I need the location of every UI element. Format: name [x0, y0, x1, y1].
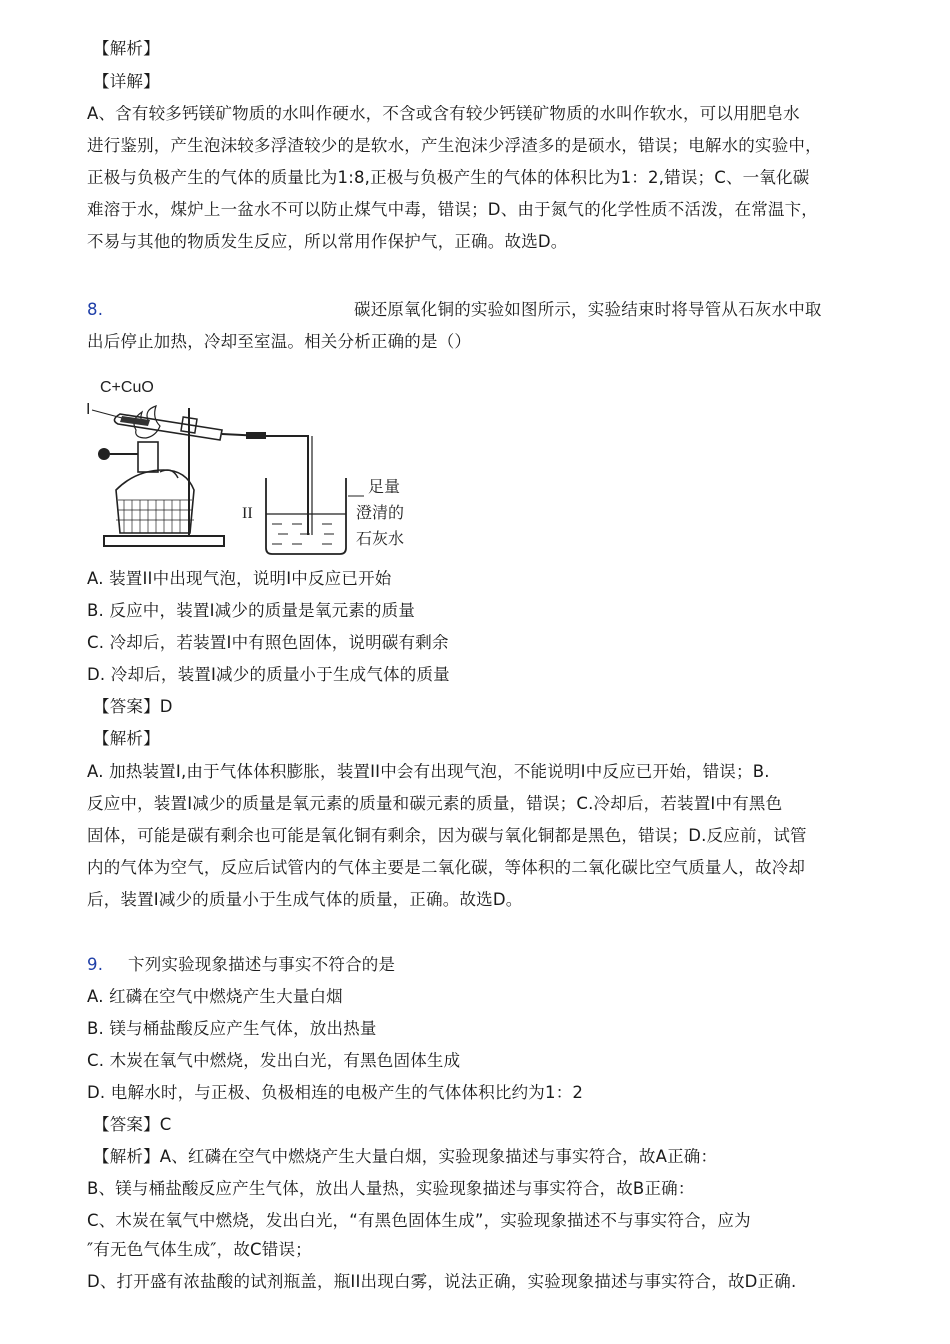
delivery-tube — [222, 434, 308, 535]
analysis-line: C、木炭在氧气中燃烧，发出白光，“有黑色固体生成”，实验现象描述不与事实符合，应为 — [87, 1211, 751, 1230]
option-d: D. 电解水时，与正极、负极相连的电极产生的气体体积比约为1：2 — [87, 1083, 584, 1102]
alcohol-lamp — [116, 470, 194, 533]
option-a: A. 红磷在空气中燃烧产生大量白烟 — [87, 987, 343, 1006]
option-b: B. 反应中，装置I减少的质量是氧元素的质量 — [87, 601, 416, 620]
option-c: C. 冷却后，若装置I中有照色固体，说明碳有剩余 — [87, 633, 449, 652]
burner-neck — [138, 442, 158, 472]
beaker — [266, 478, 346, 554]
label-device-2: II — [242, 505, 253, 522]
liquid-label-3: 石灰水 — [356, 529, 405, 548]
liquid-label-1: 足量 — [368, 477, 401, 496]
reagent-label: C+CuO — [100, 379, 154, 396]
lamp-hatching — [116, 500, 194, 520]
question-stem: 碳还原氧化铜的实验如图所示，实验结束时将导管从石灰水中取 — [354, 300, 822, 319]
option-b: B. 镁与桶盐酸反应产生气体，放出热量 — [87, 1019, 377, 1038]
paragraph-line: 正极与负极产生的气体的质量比为1:8,正极与负极产生的气体的体积比为1：2,错误；C、一氧化碳 — [87, 168, 810, 187]
liquid-label-2: 澄清的 — [356, 503, 405, 522]
stand-base — [104, 536, 224, 546]
section-heading-detail: 【详解】 — [93, 72, 160, 91]
analysis-line: ″有无色气体生成″，故C错误； — [87, 1240, 312, 1259]
analysis-line: D、打开盛有浓盐酸的试剂瓶盖，瓶II出现白雾，说法正确，实验现象描述与事实符合，故D正确. — [87, 1272, 797, 1291]
paragraph-line: 难溶于水，煤炉上一盆水不可以防止煤气中毒，错误；D、由于氮气的化学性质不活泼，在常温卞， — [87, 200, 819, 219]
option-d: D. 冷却后，装置I减少的质量小于生成气体的质量 — [87, 665, 450, 684]
lamp-lines — [124, 500, 180, 533]
label-pointer — [92, 410, 122, 418]
analysis-line: 【解析】A、红磷在空气中燃烧产生大量白烟，实验现象描述与事实符合，故A正确： — [93, 1147, 718, 1166]
experiment-diagram — [86, 370, 422, 560]
section-heading-analysis: 【解析】 — [93, 39, 160, 58]
analysis-line: 内的气体为空气，反应后试管内的气体主要是二氧化碳，等体积的二氧化碳比空气质量人，故冷却 — [87, 858, 806, 877]
answer: 【答案】C — [93, 1115, 172, 1134]
question-stem: 卞列实验现象描述与事实不符合的是 — [128, 955, 396, 974]
option-a: A. 装置II中出现气泡，说明I中反应已开始 — [87, 569, 392, 588]
analysis-line: B、镁与桶盐酸反应产生气体，放出人量热，实验现象描述与事实符合，故B正确： — [87, 1179, 695, 1198]
section-heading-analysis: 【解析】 — [93, 729, 160, 748]
paragraph-line: 不易与其他的物质发生反应，所以常用作保护气，正确。故选D。 — [87, 232, 568, 251]
liquid-hatching — [272, 524, 334, 544]
paragraph-line: A、含有较多钙镁矿物质的水叫作硬水，不含或含有较少钙镁矿物质的水叫作软水，可以用肥皂水 — [87, 104, 800, 123]
knob — [98, 448, 110, 460]
option-c: C. 木炭在氧气中燃烧，发出白光，有黑色固体生成 — [87, 1051, 461, 1070]
rubber-joint — [246, 432, 266, 439]
answer: 【答案】D — [93, 697, 173, 716]
question-number: 9. — [87, 955, 104, 974]
question-number: 8. — [87, 300, 104, 319]
analysis-line: 后，装置I减少的质量小于生成气体的质量，正确。故选D。 — [87, 890, 523, 909]
paragraph-line: 进行鉴别，产生泡沫较多浮渣较少的是软水，产生泡沫少浮渣多的是硕水，错误；电解水的实验中， — [87, 136, 822, 155]
analysis-line: 固体，可能是碳有剩余也可能是氧化铜有剩余，因为碳与氧化铜都是黑色，错误；D.反应前，试管 — [87, 826, 807, 845]
analysis-line: 反应中，装置I减少的质量是氧元素的质量和碳元素的质量，错误；C.冷却后，若装置I中有黑色 — [87, 794, 783, 813]
label-device-1: I — [86, 401, 91, 418]
analysis-line: A. 加热装置I,由于气体体积膨胀，装置II中会有出现气泡，不能说明I中反应已开始，错误；B. — [87, 762, 770, 781]
question-stem: 出后停止加热，冷却至室温。相关分析正确的是（） — [87, 332, 472, 351]
